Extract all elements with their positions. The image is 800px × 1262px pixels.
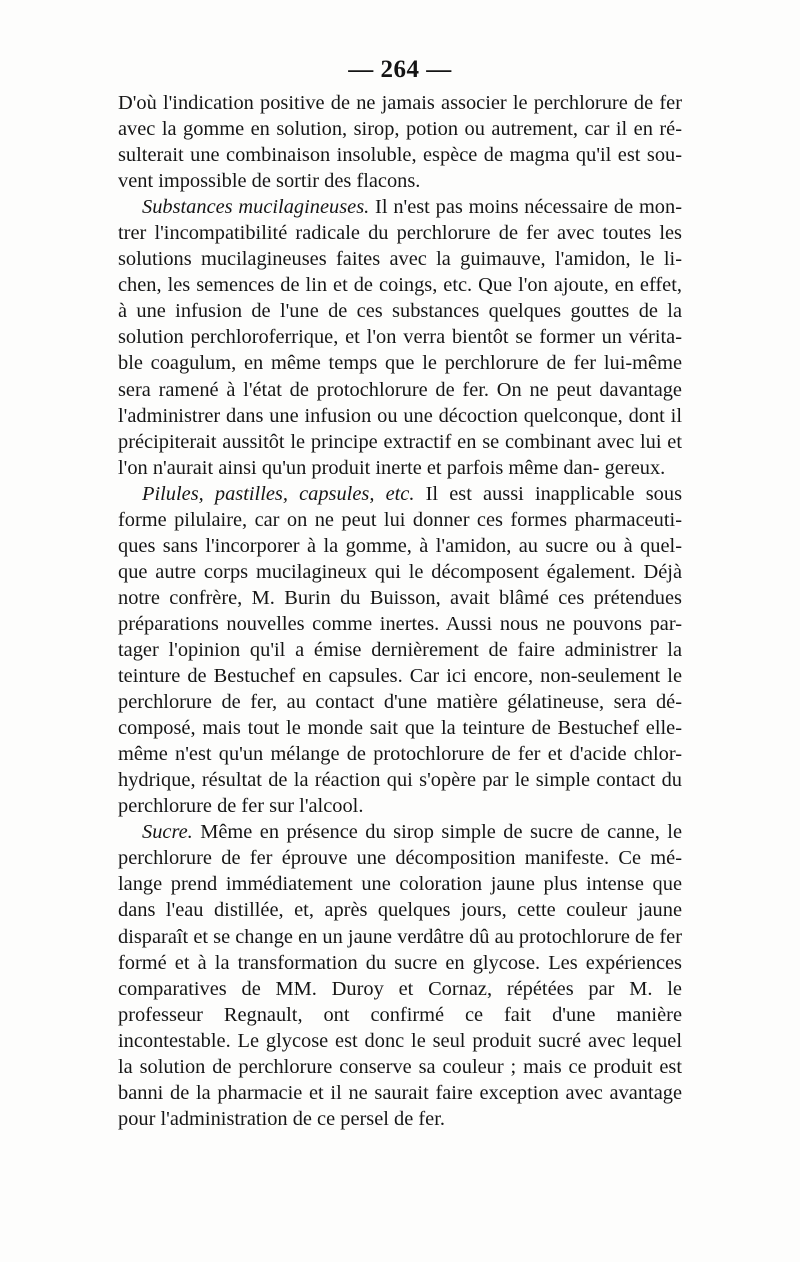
paragraph-text: Il est aussi inapplicable sous forme pilulaire, car on ne peut lui donner ces formes pharmaceuti- ques sans l'incorporer à la gomme, à l'amidon, au sucre ou à quel- que autre corps mucilagineux qui le décomposent également. Déjà notre confrère, M. Burin du Buisson, avait blâmé ces prétendues préparations nouvelles comme inertes. Aussi nous ne pouvons par- tager l'opinion qu'il a émise dernièrement de faire administrer la teinture de Bestuchef en capsules. Car ici encore, non-seulement le perchlorure de fer, au contact d'une matière gélatineuse, sera dé- composé, mais tout le monde sait que la teinture de Bestuchef elle- même n'est qu'un mélange de protochlorure de fer et d'acide chlor- hydrique, résultat de la réaction qui s'opère par le simple contact du perchlorure de fer sur l'alcool. — [118, 482, 683, 818]
paragraph — [118, 481, 682, 820]
paragraph — [118, 194, 682, 481]
page-number: — 264 — — [348, 56, 452, 83]
paragraph-text: D'où l'indication positive de ne jamais associer le perchlorure de fer avec la gomme en solution, sirop, potion ou autrement, car il en ré- sulterait une combinaison insoluble, espèce de magma qu'il est sou- vent impossible de sortir des flacons. — [118, 92, 682, 193]
paragraph-text: Il n'est pas moins nécessaire de mon- trer l'incompatibilité radicale du perchlorure de fer avec toutes les solutions mucilagineuses faites avec la guimauve, l'amidon, le li- chen, les semences de lin et de coings, etc. Que l'on ajoute, en effet, à une infusion de l'une de ces substances quelques gouttes de la solution perchloroferrique, et l'on verra bientôt se former un vérita- ble coagulum, en même temps que le perchlorure de fer lui-même sera ramené à l'état de protochlorure de fer. On ne peut davantage l'administrer dans une infusion ou une décoction quelconque, dont il précipiterait aussitôt le principe extractif en se combinant avec lui et l'on n'aurait ainsi qu'un produit inerte et parfois même dan- gereux. — [118, 196, 682, 479]
paragraph-text: Même en présence du sirop simple de sucre de canne, le perchlorure de fer éprouve une décomposition manifeste. Ce mé- lange prend immédiatement une coloration jaune plus intense que dans l'eau distillée, et, après quelques jours, cette couleur jaune disparaît et se change en un jaune verdâtre dû au protochlorure de fer formé et à la transformation du sucre en glycose. Les expériences comparatives de MM. Duroy et Cornaz, répétées par M. le professeur Regnault, ont confirmé ce fait d'une manière incontestable. Le glycose est donc le seul produit sucré avec lequel la solution de perchlorure conserve sa couleur ; mais ce produit est banni de la pharmacie et il ne saurait faire exception avec avantage pour l'administration de ce persel de fer. — [118, 821, 682, 1130]
body-text — [118, 90, 682, 1132]
paragraph-heading: Pilules, pastilles, capsules, etc. — [142, 482, 415, 505]
paragraph — [118, 90, 682, 194]
paragraph-heading: Substances mucilagineuses. — [142, 196, 370, 219]
paragraph — [118, 819, 682, 1132]
paragraph-heading: Sucre. — [142, 821, 193, 844]
